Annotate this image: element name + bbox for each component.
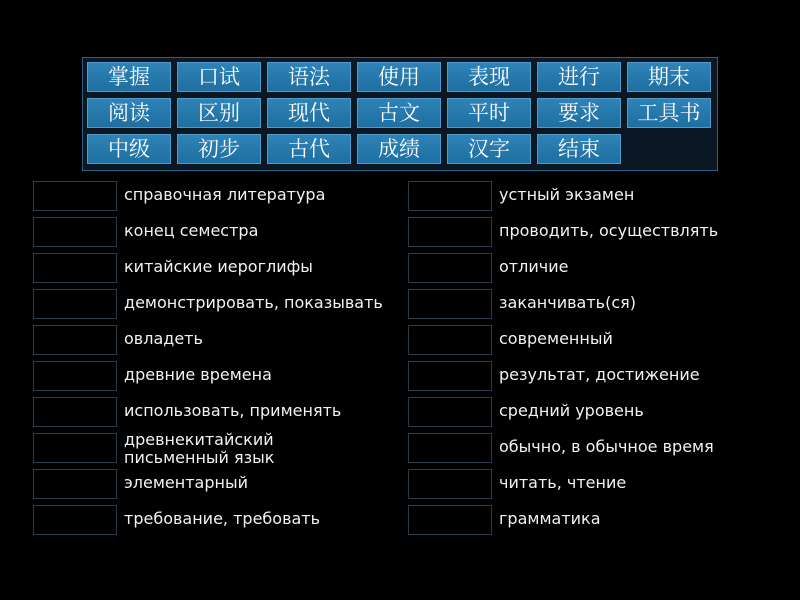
- word-tile[interactable]: 工具书: [627, 98, 711, 128]
- answer-drop-slot[interactable]: [33, 397, 117, 427]
- definition-label: древнекитайский письменный язык: [124, 430, 275, 467]
- word-tile[interactable]: 要求: [537, 98, 621, 128]
- word-tile[interactable]: 表现: [447, 62, 531, 92]
- answer-drop-slot[interactable]: [408, 361, 492, 391]
- word-tile[interactable]: 进行: [537, 62, 621, 92]
- word-tile[interactable]: 期末: [627, 62, 711, 92]
- answer-drop-slot[interactable]: [33, 433, 117, 463]
- definition-label: грамматика: [499, 509, 601, 528]
- word-tile[interactable]: 古代: [267, 134, 351, 164]
- definition-label: современный: [499, 329, 613, 348]
- word-tile[interactable]: 口试: [177, 62, 261, 92]
- answer-drop-slot[interactable]: [408, 253, 492, 283]
- definition-label: китайские иероглифы: [124, 257, 313, 276]
- definition-label: результат, достижение: [499, 365, 700, 384]
- definition-label: устный экзамен: [499, 185, 635, 204]
- definition-label: конец семестра: [124, 221, 259, 240]
- word-bank: [82, 57, 718, 171]
- definition-label: отличие: [499, 257, 569, 276]
- word-tile[interactable]: 阅读: [87, 98, 171, 128]
- answer-drop-slot[interactable]: [408, 505, 492, 535]
- word-tile[interactable]: 语法: [267, 62, 351, 92]
- answer-drop-slot[interactable]: [408, 289, 492, 319]
- word-tile[interactable]: 结束: [537, 134, 621, 164]
- definition-label: древние времена: [124, 365, 272, 384]
- word-tile[interactable]: 汉字: [447, 134, 531, 164]
- word-tile[interactable]: 成绩: [357, 134, 441, 164]
- answer-drop-slot[interactable]: [33, 361, 117, 391]
- definition-label: элементарный: [124, 473, 248, 492]
- definition-label: справочная литература: [124, 185, 326, 204]
- definition-label: проводить, осуществлять: [499, 221, 719, 240]
- word-tile[interactable]: 使用: [357, 62, 441, 92]
- definition-label: демонстрировать, показывать: [124, 293, 383, 312]
- word-tile[interactable]: 掌握: [87, 62, 171, 92]
- answer-drop-slot[interactable]: [408, 433, 492, 463]
- answer-drop-slot[interactable]: [33, 469, 117, 499]
- definition-label: требование, требовать: [124, 509, 321, 528]
- answer-drop-slot[interactable]: [33, 505, 117, 535]
- answer-drop-slot[interactable]: [408, 325, 492, 355]
- answer-drop-slot[interactable]: [408, 181, 492, 211]
- word-tile[interactable]: 古文: [357, 98, 441, 128]
- answer-drop-slot[interactable]: [408, 397, 492, 427]
- answer-drop-slot[interactable]: [408, 469, 492, 499]
- word-tile[interactable]: 中级: [87, 134, 171, 164]
- answer-drop-slot[interactable]: [33, 325, 117, 355]
- answer-drop-slot[interactable]: [33, 217, 117, 247]
- definition-label: средний уровень: [499, 401, 644, 420]
- definition-label: читать, чтение: [499, 473, 627, 492]
- answer-drop-slot[interactable]: [33, 253, 117, 283]
- definition-label: использовать, применять: [124, 401, 342, 420]
- definition-label: овладеть: [124, 329, 203, 348]
- word-tile[interactable]: 平时: [447, 98, 531, 128]
- answer-drop-slot[interactable]: [33, 181, 117, 211]
- definition-label: заканчивать(ся): [499, 293, 636, 312]
- word-tile[interactable]: 区别: [177, 98, 261, 128]
- answer-drop-slot[interactable]: [408, 217, 492, 247]
- definition-label: обычно, в обычное время: [499, 437, 714, 456]
- answer-drop-slot[interactable]: [33, 289, 117, 319]
- word-tile[interactable]: 现代: [267, 98, 351, 128]
- word-tile[interactable]: 初步: [177, 134, 261, 164]
